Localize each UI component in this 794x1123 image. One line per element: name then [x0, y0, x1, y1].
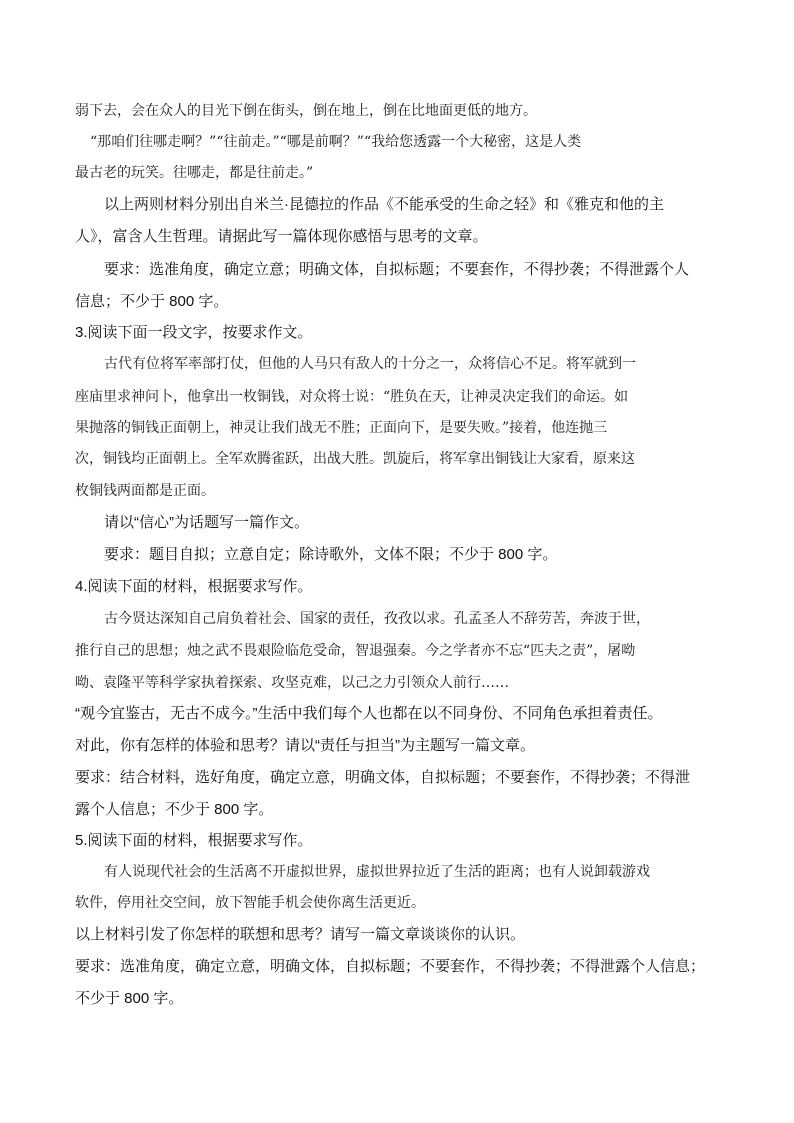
- text-line: “观今宜鉴古，无古不成今。”生活中我们每个人也都在以不同身份、不同角色承担着责任。: [75, 705, 663, 722]
- text-line: 次，铜钱均正面朝上。全军欢腾雀跃，出战大胜。凯旋后，将军拿出铜钱让大家看，原来这: [75, 451, 635, 467]
- text-line: 对此，你有怎样的体验和思考？请以“责任与担当”为主题写一篇文章。: [75, 737, 535, 754]
- text-line: 古代有位将军率部打仗，但他的人马只有敌人的十分之一，众将信心不足。将军就到一: [104, 356, 636, 372]
- text-line: 要求：结合材料，选好角度，确定立意，明确文体，自拟标题；不要套作，不得抄袭；不得泄: [75, 769, 691, 786]
- text-line: “那咱们往哪走啊？”“往前走。”“哪是前啊？”“我给您透露一个大秘密，这是人类: [90, 134, 582, 150]
- text-line: 软件，停用社交空间，放下智能手机会使你离生活更近。: [75, 895, 425, 911]
- text-line: 不少于 800 字。: [75, 990, 184, 1007]
- text-line: 座庙里求神问卜，他拿出一枚铜钱，对众将士说：“胜负在天，让神灵决定我们的命运。如: [75, 389, 629, 405]
- text-line: 推行自己的思想；烛之武不畏艰险临危受命，智退强秦。今之学者亦不忘“匹夫之责”，屠呦: [75, 643, 636, 659]
- text-line: 露个人信息；不少于 800 字。: [75, 801, 274, 818]
- text-line: 人》，富含人生哲理。请据此写一篇体现你感悟与思考的文章。: [75, 228, 488, 245]
- question-heading: 4.阅读下面的材料，根据要求写作。: [75, 578, 313, 595]
- text-line: 枚铜钱两面都是正面。: [75, 483, 215, 499]
- text-line: 以上两则材料分别出自米兰·昆德拉的作品《不能承受的生命之轻》和《雅克和他的主: [104, 196, 664, 213]
- text-line: 信息；不少于 800 字。: [75, 293, 229, 310]
- question-heading: 5.阅读下面的材料，根据要求写作。: [75, 832, 313, 849]
- text-line: 要求：选准角度，确定立意，明确文体，自拟标题；不要套作，不得抄袭；不得泄露个人信息；: [75, 958, 706, 975]
- text-line: 要求：题目自拟；立意自定；除诗歌外，文体不限；不少于 800 字。: [104, 546, 558, 563]
- text-line: 果抛落的铜钱正面朝上，神灵让我们战无不胜；正面向下，是要失败。”接着，他连抛三: [75, 420, 608, 436]
- text-line: 请以“信心”为话题写一篇作文。: [104, 514, 309, 531]
- text-line: 古今贤达深知自己肩负着社会、国家的责任，孜孜以求。孔孟圣人不辞劳苦，奔波于世，: [104, 611, 650, 627]
- question-heading: 3.阅读下面一段文字，按要求作文。: [75, 324, 313, 341]
- text-line: 呦、袁隆平等科学家执着探索、攻坚克难，以己之力引领众人前行……: [75, 675, 509, 691]
- text-line: 有人说现代社会的生活离不开虚拟世界，虚拟世界拉近了生活的距离；也有人说卸载游戏: [104, 864, 650, 880]
- text-line: 以上材料引发了你怎样的联想和思考？请写一篇文章谈谈你的认识。: [75, 926, 526, 943]
- text-line: 弱下去，会在众人的目光下倒在街头，倒在地上，倒在比地面更低的地方。: [75, 103, 537, 119]
- text-line: 要求：选准角度，确定立意；明确文体，自拟标题；不要套作，不得抄袭；不得泄露个人: [104, 261, 690, 278]
- text-line: 最古老的玩笑。往哪走，都是往前走。”: [75, 165, 314, 181]
